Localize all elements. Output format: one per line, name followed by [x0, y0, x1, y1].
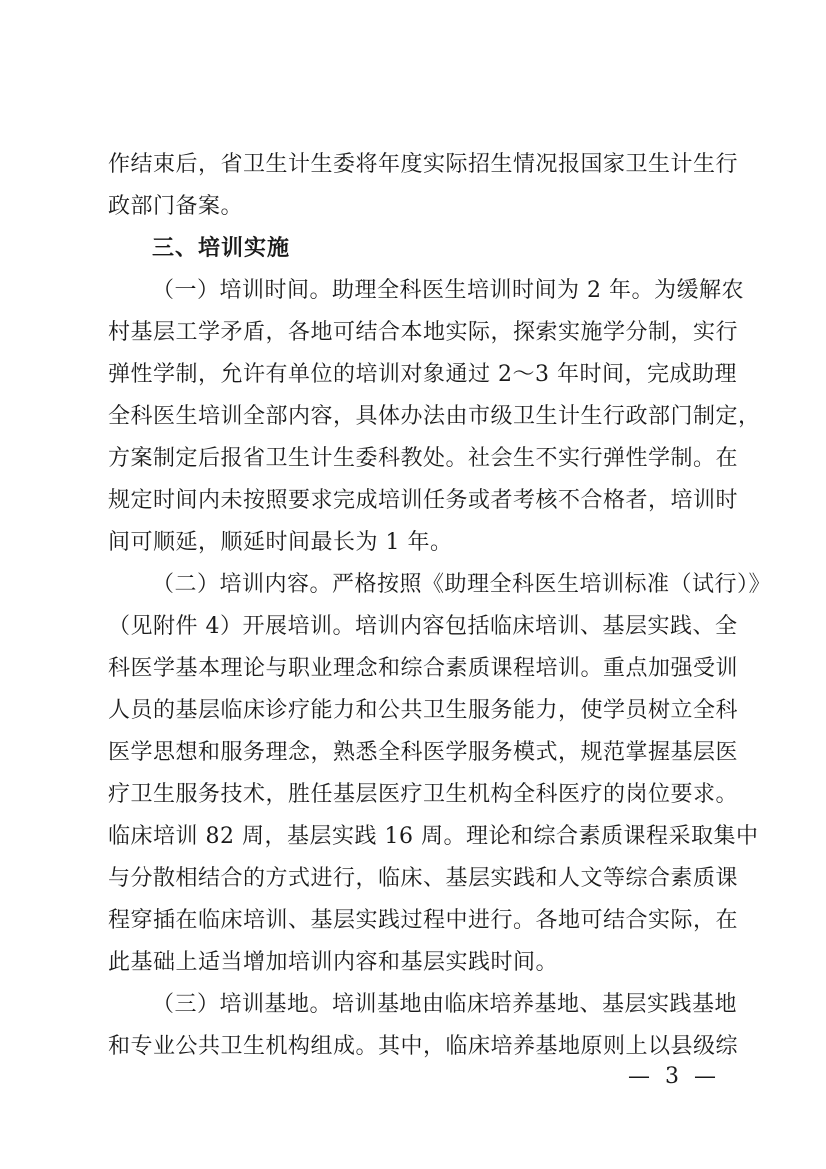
paragraph-line: 作结束后，省卫生计生委将年度实际招生情况报国家卫生计生行: [108, 152, 739, 177]
section-heading: 三、培训实施: [152, 236, 291, 261]
paragraph-line: 弹性学制，允许有单位的培训对象通过 2～3 年时间，完成助理: [108, 362, 737, 387]
paragraph-line: （见附件 4）开展培训。培训内容包括临床培训、基层实践、全: [108, 614, 738, 639]
paragraph-line: 科医学基本理论与职业理念和综合素质课程培训。重点加强受训: [108, 656, 739, 681]
paragraph-line: 此基础上适当增加培训内容和基层实践时间。: [108, 950, 559, 975]
paragraph-line: 全科医生培训全部内容，具体办法由市级卫生计生行政部门制定，: [108, 404, 761, 429]
paragraph-line: 临床培训 82 周，基层实践 16 周。理论和综合素质课程采取集中: [108, 824, 759, 849]
paragraph-line: 医学思想和服务理念，熟悉全科医学服务模式，规范掌握基层医: [108, 740, 739, 765]
paragraph-line: 程穿插在临床培训、基层实践过程中进行。各地可结合实际，在: [108, 908, 739, 933]
paragraph-line: 方案制定后报省卫生计生委科教处。社会生不实行弹性学制。在: [108, 446, 739, 471]
paragraph-line: 村基层工学矛盾，各地可结合本地实际，探索实施学分制，实行: [108, 320, 739, 345]
paragraph-line: （二）培训内容。严格按照《助理全科医生培训标准（试行）》: [152, 572, 772, 597]
paragraph-line: 与分散相结合的方式进行，临床、基层实践和人文等综合素质课: [108, 866, 739, 891]
paragraph-line: 政部门备案。: [108, 194, 244, 219]
paragraph-line: （三）培训基地。培训基地由临床培养基地、基层实践基地: [152, 992, 738, 1017]
paragraph-line: 疗卫生服务技术，胜任基层医疗卫生机构全科医疗的岗位要求。: [108, 782, 739, 807]
paragraph-line: （一）培训时间。助理全科医生培训时间为 2 年。为缓解农: [152, 278, 744, 303]
paragraph-line: 规定时间内未按照要求完成培训任务或者考核不合格者，培训时: [108, 488, 739, 513]
page-number: — 3 —: [628, 1064, 720, 1089]
paragraph-line: 间可顺延，顺延时间最长为 1 年。: [108, 530, 453, 555]
paragraph-line: 和专业公共卫生机构组成。其中，临床培养基地原则上以县级综: [108, 1034, 739, 1059]
paragraph-line: 人员的基层临床诊疗能力和公共卫生服务能力，使学员树立全科: [108, 698, 739, 723]
